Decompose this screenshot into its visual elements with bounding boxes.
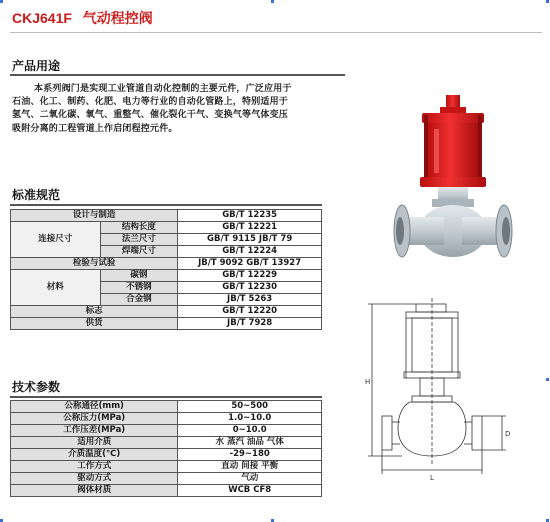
param-value: 50~500 (178, 401, 322, 413)
table-row (11, 485, 322, 497)
std-sublabel: 法兰尺寸 (100, 234, 178, 246)
std-value: GB/T 9115 JB/T 79 (178, 234, 322, 246)
intro-line: 氢气、二氧化碳、氧气、重整气、催化裂化干气、变换气等气体变压 (12, 110, 289, 121)
std-label: 标志 (11, 306, 178, 318)
table-row (11, 258, 322, 270)
corner-mark (546, 0, 549, 3)
corner-mark (546, 378, 549, 381)
param-value: -29~180 (178, 449, 322, 461)
product-name: 气动程控阀 (82, 11, 153, 27)
std-value: GB/T 12235 (178, 210, 322, 222)
table-row (11, 306, 322, 318)
std-label: 设计与制造 (11, 210, 178, 222)
param-value: 1.0~10.0 (178, 413, 322, 425)
param-label: 适用介质 (11, 437, 178, 449)
std-value: JB/T 9092 GB/T 13927 (178, 258, 322, 270)
standards-underline (10, 204, 322, 206)
product-use-text (12, 83, 352, 136)
table-row (11, 401, 322, 413)
dimension-drawing (362, 296, 522, 506)
table-row (11, 413, 322, 425)
table-row (11, 461, 322, 473)
tech-underline (10, 396, 322, 398)
std-sublabel: 合金钢 (100, 294, 178, 306)
title-divider (10, 32, 542, 33)
std-value: GB/T 12230 (178, 282, 322, 294)
model-number: CKJ641F (12, 10, 72, 26)
std-value: GB/T 12220 (178, 306, 322, 318)
std-value: GB/T 12229 (178, 270, 322, 282)
std-label: 检验与试验 (11, 258, 178, 270)
table-row (11, 222, 322, 234)
param-value: 直动 间接 平衡 (178, 461, 322, 473)
page-title (12, 8, 153, 28)
product-use-heading: 产品用途 (12, 59, 61, 73)
param-value: 水 蒸汽 油品 气体 (178, 437, 322, 449)
param-value: 气动 (178, 473, 322, 485)
product-use-underline (10, 74, 345, 76)
param-label: 工作方式 (11, 461, 178, 473)
corner-mark (271, 0, 274, 3)
valve-photo (388, 93, 528, 273)
dim-h-label: H (365, 378, 371, 386)
dim-l-label: L (430, 474, 434, 482)
param-label: 驱动方式 (11, 473, 178, 485)
table-row (11, 437, 322, 449)
param-label: 公称通径(mm) (11, 401, 178, 413)
param-value: 0~10.0 (178, 425, 322, 437)
std-value: JB/T 5263 (178, 294, 322, 306)
std-label: 材料 (11, 270, 101, 306)
std-value: GB/T 12221 (178, 222, 322, 234)
intro-line: 本系列阀门是实现工业管道自动化控制的主要元件，广泛应用于 (34, 84, 292, 94)
table-row (11, 425, 322, 437)
std-value: GB/T 12224 (178, 246, 322, 258)
table-row (11, 210, 322, 222)
std-sublabel: 结构长度 (100, 222, 178, 234)
tech-heading: 技术参数 (12, 380, 61, 394)
tech-table (10, 400, 322, 497)
intro-line: 石油、化工、制药、化肥、电力等行业的自动化管路上，特别适用于 (12, 97, 289, 108)
std-sublabel: 焊端尺寸 (100, 246, 178, 258)
std-sublabel: 碳钢 (100, 270, 178, 282)
dim-d-label: D (505, 430, 511, 438)
table-row (11, 449, 322, 461)
table-row (11, 318, 322, 330)
param-value: WCB CF8 (178, 485, 322, 497)
std-sublabel: 不锈钢 (100, 282, 178, 294)
intro-line: 吸附分离的工程管道上作启闭程控元件。 (12, 123, 178, 134)
standards-heading: 标准规范 (12, 188, 61, 202)
param-label: 工作压差(MPa) (11, 425, 178, 437)
standards-table (10, 209, 322, 330)
std-label: 供货 (11, 318, 178, 330)
param-label: 公称压力(MPa) (11, 413, 178, 425)
param-label: 介质温度(℃) (11, 449, 178, 461)
corner-mark (0, 0, 3, 3)
std-value: JB/T 7928 (178, 318, 322, 330)
param-label: 阀体材质 (11, 485, 178, 497)
table-row (11, 270, 322, 282)
std-label: 连接尺寸 (11, 222, 101, 258)
table-row (11, 473, 322, 485)
